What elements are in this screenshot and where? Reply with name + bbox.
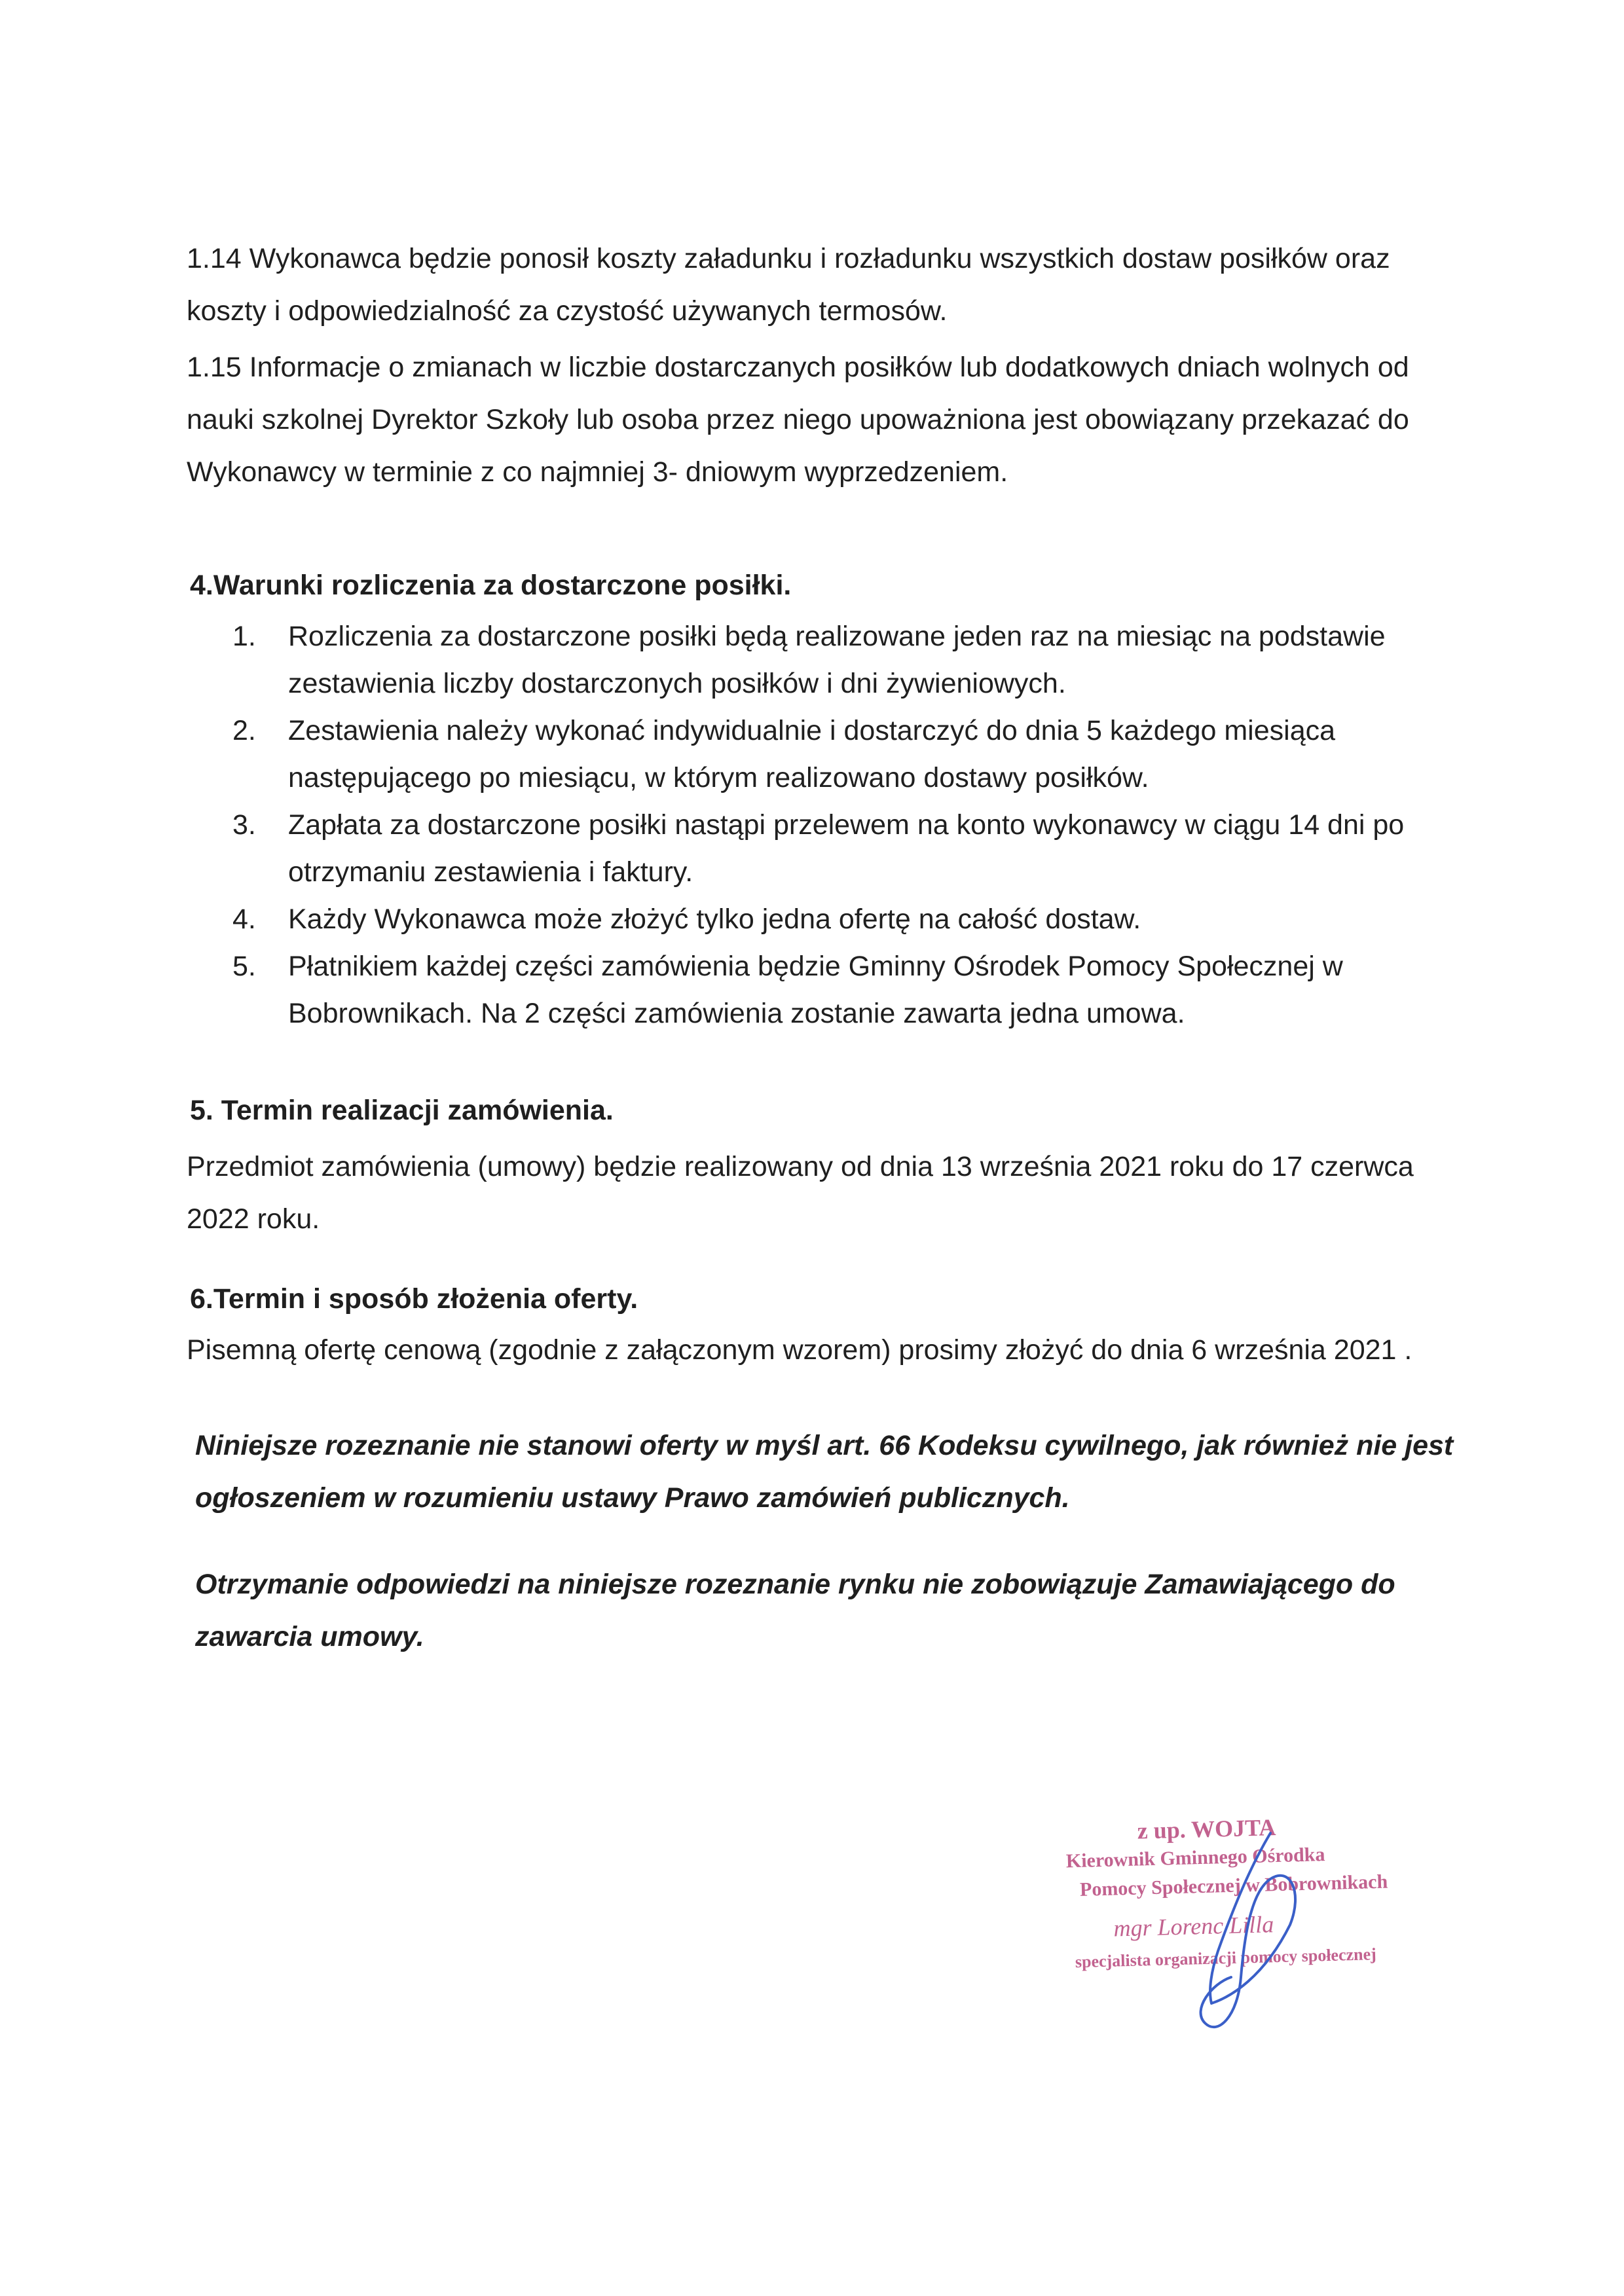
intro-section — [187, 232, 1477, 498]
list-item — [232, 613, 1477, 707]
disclaimer-note-2: Otrzymanie odpowiedzi na niniejsze rozeznanie rynku nie zobowiązuje Zamawiającego do zawarcia umowy. — [195, 1569, 1395, 1652]
list-item-text: Zapłata za dostarczone posiłki nastąpi przelewem na konto wykonawcy w ciągu 14 dni po otrzymaniu zestawienia i faktury. — [288, 809, 1405, 888]
stamp-line-1: z up. WOJTA — [1137, 1814, 1276, 1844]
list-item-number: 1. — [232, 621, 256, 652]
section-4-heading: 4.Warunki rozliczenia za dostarczone posiłki. — [190, 570, 792, 601]
list-item — [232, 896, 1477, 943]
list-item-text: Zestawienia należy wykonać indywidualnie i dostarczyć do dnia 5 każdego miesiąca następującego po miesiącu, w którym realizowano dostawy posiłków. — [288, 715, 1336, 793]
list-item-text: Każdy Wykonawca może złożyć tylko jedna ofertę na całość dostaw. — [288, 903, 1141, 935]
list-item-number: 3. — [232, 809, 256, 841]
section-6-body — [187, 1324, 1477, 1376]
paragraph-1-15: 1.15 Informacje o zmianach w liczbie dostarczanych posiłków lub dodatkowych dniach wolnych od nauki szkolnej Dyrektor Szkoły lub osoba przez niego upoważniona jest obowiązany przekazać do Wykonawcy w terminie z co najmniej 3- dniowym wyprzedzeniem. — [187, 352, 1409, 488]
list-item — [232, 707, 1477, 801]
paragraph-1-14: 1.14 Wykonawca będzie ponosił koszty załadunku i rozładunku wszystkich dostaw posiłków oraz koszty i odpowiedzialność za czystość używanych termosów. — [187, 243, 1390, 327]
list-item — [232, 801, 1477, 896]
offer-deadline-text: Pisemną ofertę cenową (zgodnie z załączonym wzorem) prosimy złożyć do dnia 6 września 2021 . — [187, 1334, 1412, 1366]
list-item-number: 5. — [232, 951, 256, 982]
list-item-text: Rozliczenia za dostarczone posiłki będą realizowane jeden raz na miesiąc na podstawie zestawienia liczby dostarczonych posiłków i dni żywieniowych. — [288, 621, 1386, 699]
section-6-heading: 6.Termin i sposób złożenia oferty. — [190, 1283, 638, 1315]
list-item-number: 4. — [232, 903, 256, 935]
list-item-text: Płatnikiem każdej części zamówienia będzie Gminny Ośrodek Pomocy Społecznej w Bobrownikach. Na 2 części zamówienia zostanie zawarta jedna umowa. — [288, 951, 1343, 1029]
stamp-line-5: specjalista organizacji pomocy społecznej — [1075, 1944, 1377, 1972]
stamp-line-2: Kierownik Gminnego Ośrodka — [1065, 1844, 1325, 1872]
stamp-line-3: Pomocy Społecznej w Bobrownikach — [1079, 1870, 1388, 1901]
section-5-heading: 5. Termin realizacji zamówienia. — [190, 1095, 614, 1126]
list-item — [232, 943, 1477, 1037]
settlement-conditions-list — [232, 613, 1477, 1037]
handwritten-signature — [1172, 1827, 1342, 2043]
section-5-body — [187, 1140, 1477, 1245]
stamp-line-4: mgr Lorenc Lilla — [1113, 1911, 1274, 1942]
realization-term-text: Przedmiot zamówienia (umowy) będzie realizowany od dnia 13 września 2021 roku do 17 czerwca 2022 roku. — [187, 1151, 1414, 1235]
disclaimer-note-1: Niniejsze rozeznanie nie stanowi oferty w myśl art. 66 Kodeksu cywilnego, jak również nie jest ogłoszeniem w rozumieniu ustawy Prawo zamówień publicznych. — [195, 1430, 1454, 1514]
list-item-number: 2. — [232, 715, 256, 746]
